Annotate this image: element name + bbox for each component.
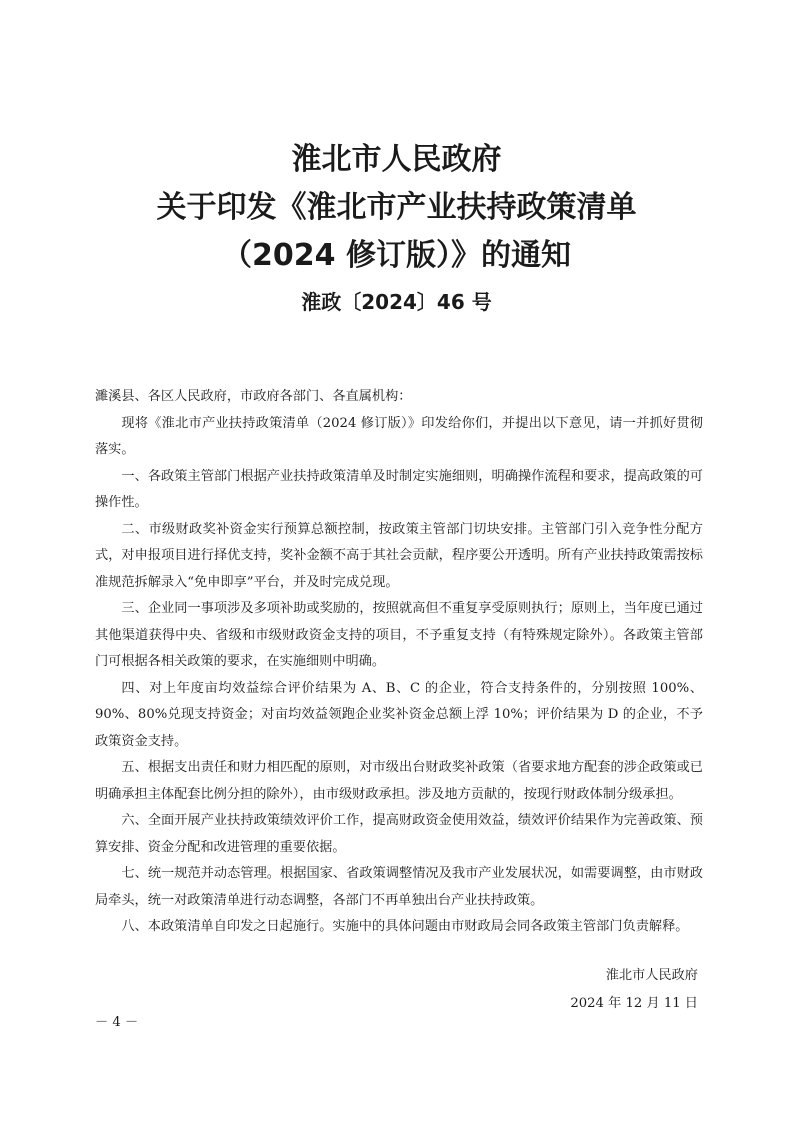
page-number: － 4 － <box>95 1015 139 1030</box>
document-title <box>0 138 793 282</box>
title-line-1: 淮北市人民政府 <box>291 142 502 177</box>
paragraph-item-5: 五、根据支出责任和财力相匹配的原则，对市级出台财政奖补政策（省要求地方配套的涉企政策或已明确承担主体配套比例分担的除外），由市级财政承担。涉及地方贡献的，按现行财政体制分级承担。 <box>95 760 703 802</box>
paragraph-intro: 现将《淮北市产业扶持政策清单（2024 修订版）》印发给你们，并提出以下意见，请一并抓好贯彻落实。 <box>95 415 703 457</box>
paragraph-item-8: 八、本政策清单自印发之日起施行。实施中的具体问题由市财政局会同各政策主管部门负责解释。 <box>121 919 689 934</box>
paragraph-item-3: 三、企业同一事项涉及多项补助或奖励的，按照就高但不重复享受原则执行；原则上，当年度已通过其他渠道获得中央、省级和市级财政资金支持的项目，不予重复支持（有特殊规定除外）。各政策主管部门可根据各相关政策的要求，在实施细则中明确。 <box>95 601 703 669</box>
paragraph-item-6: 六、全面开展产业扶持政策绩效评价工作，提高财政资金使用效益，绩效评价结果作为完善政策、预算安排、资金分配和改进管理的重要依据。 <box>95 813 703 855</box>
title-line-2: 关于印发《淮北市产业扶持政策清单 <box>156 190 637 225</box>
document-body <box>95 384 703 941</box>
document-number: 淮政〔2024〕46 号 <box>301 290 492 314</box>
paragraph-item-2: 二、市级财政奖补资金实行预算总额控制，按政策主管部门切块安排。主管部门引入竞争性分配方式，对申报项目进行择优支持，奖补金额不高于其社会贡献，程序要公开透明。所有产业扶持政策需按标准规范拆解录入“免申即享”平台，并及时完成兑现。 <box>95 521 703 590</box>
signature-date: 2024 年 12 月 11 日 <box>570 996 698 1011</box>
title-line-3: （2024 修订版）》的通知 <box>222 238 571 273</box>
signature-block <box>570 962 698 1018</box>
paragraph-item-4: 四、对上年度亩均效益综合评价结果为 A、B、C 的企业，符合支持条件的，分别按照 100%、90%、80%兑现支持资金；对亩均效益领跑企业奖补资金总额上浮 10%；评价结果为 D 的企业，不予政策资金支持。 <box>95 680 703 749</box>
signature-org: 淮北市人民政府 <box>605 968 698 983</box>
paragraph-item-1: 一、各政策主管部门根据产业扶持政策清单及时制定实施细则，明确操作流程和要求，提高政策的可操作性。 <box>95 468 703 510</box>
salutation: 濉溪县、各区人民政府，市政府各部门、各直属机构： <box>95 389 412 404</box>
paragraph-item-7: 七、统一规范并动态管理。根据国家、省政策调整情况及我市产业发展状况，如需要调整，由市财政局牵头，统一对政策清单进行动态调整，各部门不再单独出台产业扶持政策。 <box>95 866 703 908</box>
